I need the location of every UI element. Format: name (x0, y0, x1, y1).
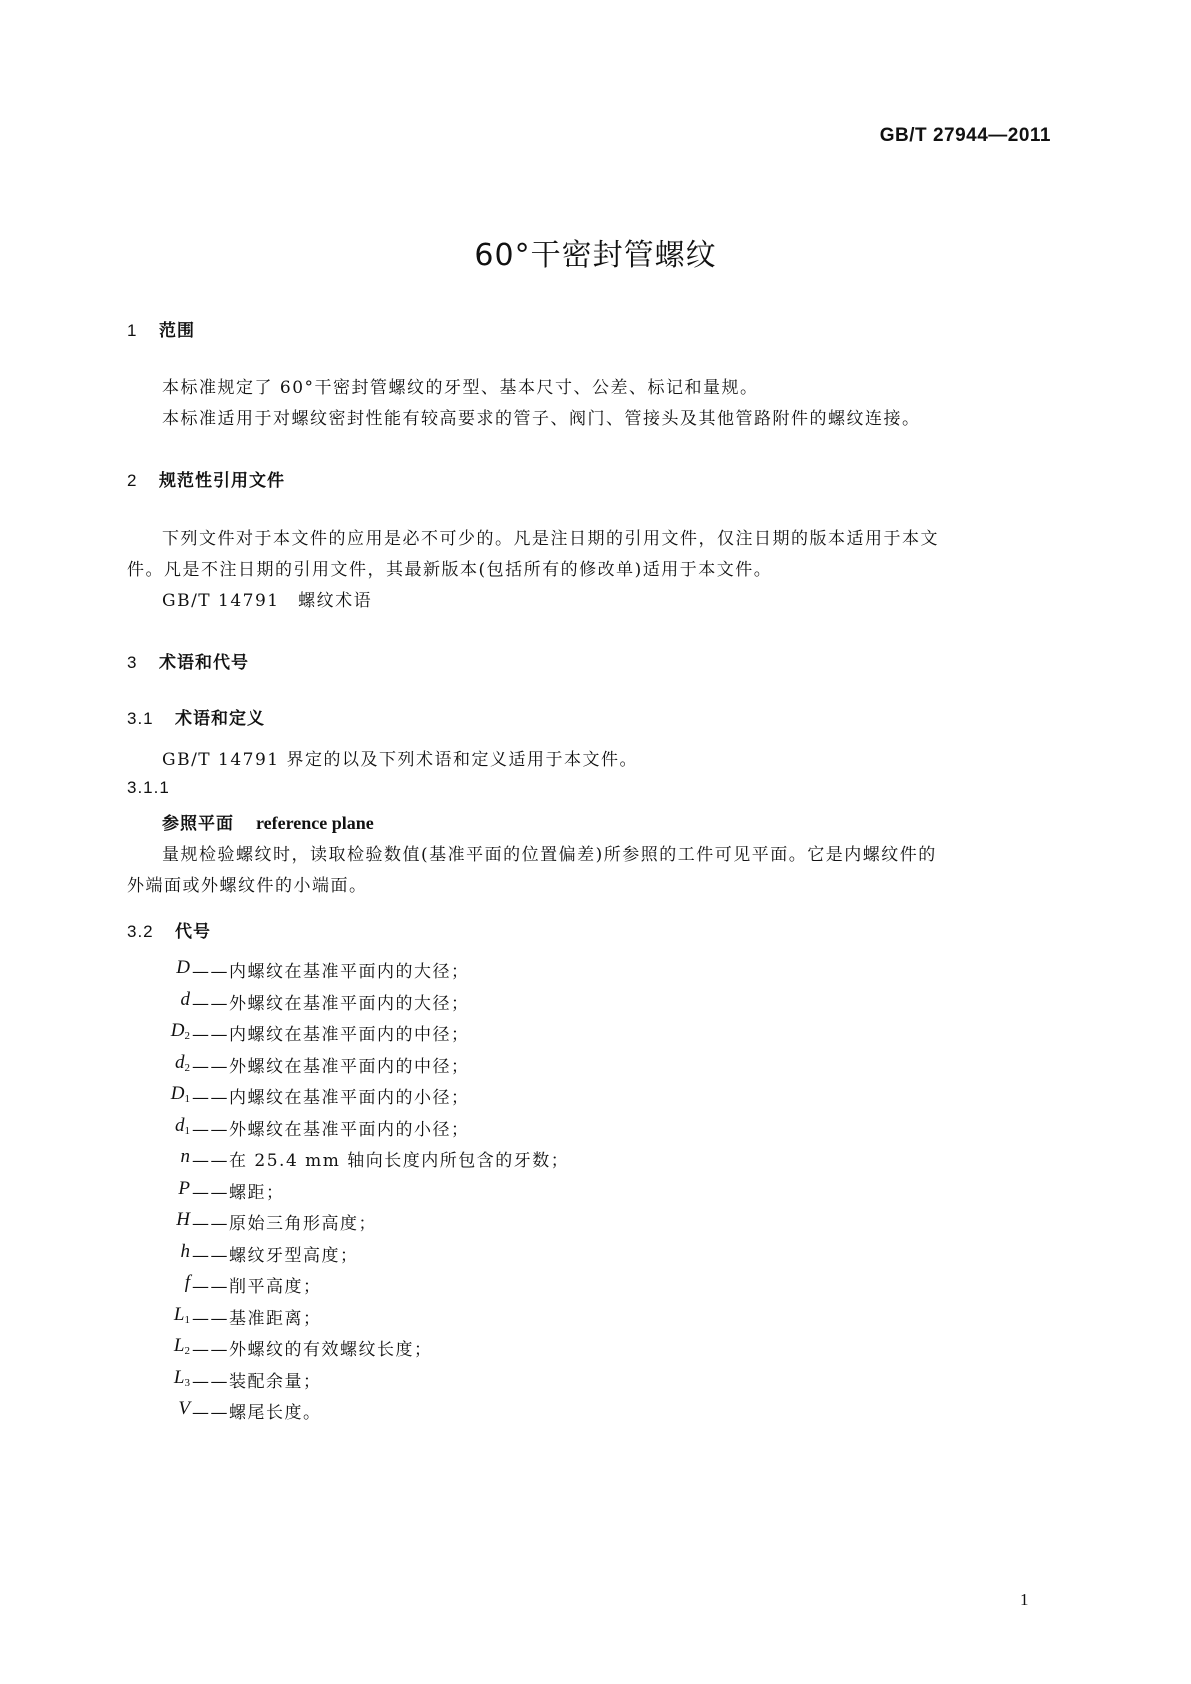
section-3-heading (127, 648, 249, 673)
document-title: 60°干密封管螺纹 (474, 238, 717, 273)
symbol-letter: D (170, 1083, 185, 1104)
symbol-letter: d (180, 988, 190, 1010)
section-3-number: 3 (127, 653, 138, 672)
symbol-row (0, 1052, 1191, 1082)
section-1-number: 1 (127, 321, 138, 340)
symbol (110, 1020, 190, 1042)
symbol (110, 1272, 190, 1294)
symbol-subscript: 2 (184, 1061, 190, 1074)
term-chinese: 参照平面 (162, 814, 234, 834)
symbol (110, 1178, 190, 1200)
term-heading (162, 809, 374, 834)
symbol-letter: L (173, 1303, 185, 1325)
symbol-row (0, 1367, 1191, 1397)
section-3-2-number: 3.2 (127, 922, 154, 941)
symbol-letter: h (180, 1240, 190, 1262)
section-1-heading (127, 316, 195, 341)
section-2-paragraph-line: 件。凡是不注日期的引用文件，其最新版本(包括所有的修改单)适用于本文件。 (127, 560, 773, 580)
symbol (110, 1367, 190, 1389)
symbol (110, 1209, 190, 1231)
symbol-row (0, 1241, 1191, 1271)
symbol (110, 1304, 190, 1326)
symbol (110, 1083, 190, 1105)
symbol-row (0, 1209, 1191, 1239)
symbol-description: ——外螺纹的有效螺纹长度； (192, 1340, 433, 1360)
section-3-1-title: 术语和定义 (175, 709, 265, 729)
normative-reference: GB/T 14791 螺纹术语 (162, 591, 373, 611)
symbol-description: ——内螺纹在基准平面内的大径； (192, 962, 470, 982)
symbol-letter: L (173, 1366, 185, 1388)
symbol (110, 1115, 190, 1137)
section-3-2-heading (127, 917, 211, 942)
symbol-description: ——内螺纹在基准平面内的小径； (192, 1088, 470, 1108)
symbol (110, 1398, 190, 1420)
symbol-description: ——在 25.4 mm 轴向长度内所包含的牙数； (192, 1151, 570, 1171)
symbol-description: ——外螺纹在基准平面内的小径； (192, 1119, 470, 1140)
symbol-letter: H (176, 1209, 190, 1230)
symbol-subscript: 2 (184, 1345, 190, 1357)
symbol-letter: d (175, 1114, 185, 1136)
symbol-row (0, 1398, 1191, 1428)
symbol-letter: D (176, 957, 190, 978)
symbol-description: ——螺纹牙型高度； (192, 1245, 359, 1266)
symbol-row (0, 957, 1191, 987)
symbol-subscript: 2 (184, 1030, 190, 1042)
symbol-description: ——基准距离； (192, 1308, 322, 1329)
term-definition-line: 外端面或外螺纹件的小端面。 (127, 876, 368, 896)
section-1-title: 范围 (159, 321, 195, 341)
symbol-description: ——外螺纹在基准平面内的中径； (192, 1056, 470, 1077)
symbol-row (0, 1304, 1191, 1334)
symbol-letter: f (184, 1272, 190, 1293)
symbol-row (0, 1115, 1191, 1145)
standard-number: GB/T 27944—2011 (879, 125, 1051, 146)
symbol-subscript: 3 (184, 1376, 190, 1389)
symbol-description: ——螺距； (192, 1182, 285, 1203)
symbol-row (0, 989, 1191, 1019)
symbol-row (0, 1335, 1191, 1365)
symbol-row (0, 1272, 1191, 1302)
symbol-description: ——螺尾长度。 (192, 1403, 322, 1423)
term-english: reference plane (256, 813, 374, 833)
section-1-paragraph: 本标准适用于对螺纹密封性能有较高要求的管子、阀门、管接头及其他管路附件的螺纹连接。 (162, 409, 921, 429)
symbol-letter: L (173, 1335, 185, 1356)
symbol (110, 1146, 190, 1168)
symbol-description: ——削平高度； (192, 1277, 322, 1297)
symbol (110, 989, 190, 1011)
page-number: 1 (1020, 1590, 1029, 1609)
term-definition-line: 量规检验螺纹时，读取检验数值(基准平面的位置偏差)所参照的工件可见平面。它是内螺纹件的 (162, 845, 937, 865)
symbol-letter: V (178, 1398, 190, 1419)
symbol-row (0, 1083, 1191, 1113)
section-2-title: 规范性引用文件 (159, 471, 285, 491)
symbol-subscript: 1 (184, 1313, 190, 1326)
symbol-description: ——外螺纹在基准平面内的大径； (192, 993, 470, 1014)
symbol-row (0, 1178, 1191, 1208)
section-3-1-intro: GB/T 14791 界定的以及下列术语和定义适用于本文件。 (162, 750, 639, 770)
symbol-description: ——装配余量； (192, 1371, 322, 1392)
symbol-letter: n (180, 1146, 190, 1167)
symbol-letter: P (178, 1177, 190, 1199)
symbol (110, 1241, 190, 1263)
symbol-subscript: 1 (184, 1093, 190, 1105)
section-1-paragraph: 本标准规定了 60°干密封管螺纹的牙型、基本尺寸、公差、标记和量规。 (162, 378, 759, 398)
section-3-title: 术语和代号 (159, 653, 249, 673)
symbol-description: ——内螺纹在基准平面内的中径； (192, 1025, 470, 1045)
symbol-row (0, 1020, 1191, 1050)
symbol (110, 1335, 190, 1357)
symbol-letter: d (175, 1051, 185, 1073)
section-3-1-number: 3.1 (127, 709, 154, 728)
symbol-letter: D (170, 1020, 185, 1041)
section-3-1-heading (127, 704, 265, 729)
symbol-row (0, 1146, 1191, 1176)
symbol-description: ——原始三角形高度； (192, 1214, 377, 1234)
section-2-heading (127, 466, 285, 491)
symbol-subscript: 1 (184, 1124, 190, 1137)
term-number: 3.1.1 (127, 778, 170, 797)
section-2-number: 2 (127, 471, 138, 490)
symbol (110, 1052, 190, 1074)
section-2-paragraph-line: 下列文件对于本文件的应用是必不可少的。凡是注日期的引用文件，仅注日期的版本适用于本文 (162, 529, 939, 549)
symbol (110, 957, 190, 979)
section-3-2-title: 代号 (175, 922, 211, 942)
